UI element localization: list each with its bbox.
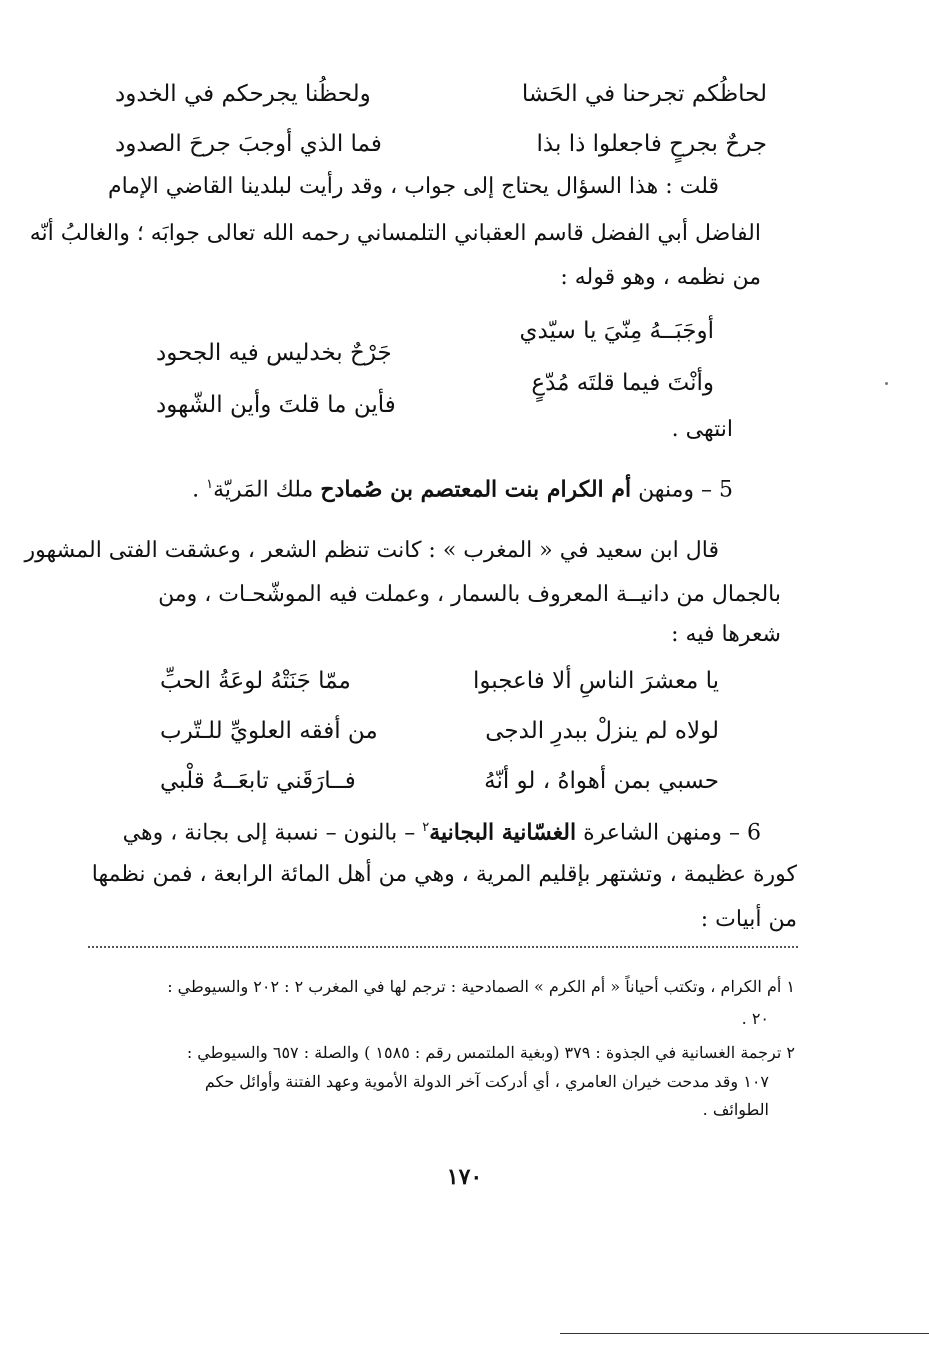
paragraph-1-line-1: قلت : هذا السؤال يحتاج إلى جواب ، وقد رأيت لبلدينا القاضي الإمام bbox=[107, 174, 719, 199]
section-5-intro: ومنهن bbox=[638, 477, 694, 503]
section-5-heading bbox=[192, 465, 733, 510]
poem-3-line-1-left: ممّا جَنَتْهُ لوعَةُ الحبِّ bbox=[160, 668, 351, 694]
section-6-footnote-ref: ٢ bbox=[422, 820, 430, 835]
paragraph-2-line-3: شعرها فيه : bbox=[671, 622, 781, 647]
poem-2-line-2-left: فأين ما قلتَ وأين الشّهود bbox=[156, 392, 396, 418]
section-6-name: الغسّانية البجانية bbox=[429, 819, 577, 846]
footnote-2-line-3: الطوائف . bbox=[702, 1100, 769, 1119]
poem-2-line-1-left: جَرْحٌ بخدليس فيه الجحود bbox=[156, 340, 392, 366]
footnote-1-line-2: ٢٠ . bbox=[741, 1009, 769, 1028]
section-5-tail: ملك المَريّة bbox=[213, 477, 314, 503]
section-6-line-1 bbox=[123, 808, 761, 853]
poem-1-line-1-left: ولحظُنا يجرحكم في الخدود bbox=[115, 81, 371, 107]
poem-3-line-1-right: يا معشرَ الناسِ ألا فاعجبوا bbox=[473, 668, 719, 694]
scan-speck bbox=[885, 382, 888, 385]
paragraph-1-line-3: من نظمه ، وهو قوله : bbox=[560, 265, 761, 290]
poem-1-line-1-right: لحاظُكم تجرحنا في الحَشا bbox=[521, 81, 767, 107]
section-5-name: أم الكرام بنت المعتصم بن صُمادح bbox=[320, 476, 632, 503]
page-number: ١٧٠ bbox=[446, 1164, 483, 1190]
poem-3-line-2-left: من أفقه العلويِّ للـتّرب bbox=[160, 718, 378, 744]
section-6-line-3: من أبيات : bbox=[700, 907, 797, 932]
section-6-intro: ومنهن الشاعرة bbox=[583, 820, 722, 846]
poem-2-line-2-right: وأنْتَ فيما قلتَه مُدّعٍ bbox=[531, 370, 714, 396]
paragraph-2-line-1: قال ابن سعيد في « المغرب » : كانت تنظم الشعر ، وعشقت الفتى المشهور bbox=[24, 538, 719, 563]
paragraph-1-line-2: الفاضل أبي الفضل قاسم العقباني التلمساني رحمه الله تعالى جوابَه ؛ والغالبُ أنّه bbox=[29, 221, 761, 246]
footnote-1-line-1: ١ أم الكرام ، وتكتب أحياناً « أم الكرم » الصمادحية : ترجم لها في المغرب ٢ : ٢٠٢ والسيوطي : bbox=[167, 977, 795, 996]
footnote-separator bbox=[88, 946, 798, 948]
section-5-period: . bbox=[192, 477, 200, 503]
section-6-number: 6 – bbox=[729, 820, 761, 846]
poem-1-line-2-right: جرحٌ بجرحٍ فاجعلوا ذا بذا bbox=[536, 131, 767, 157]
section-5-footnote-ref: ١ bbox=[206, 477, 214, 492]
section-5-number: 5 – bbox=[701, 477, 733, 503]
poem-2-line-1-right: أوجَبَــهُ مِنّيَ يا سيّدي bbox=[519, 318, 714, 344]
poem-3-line-3-left: فــارَقَني تابعَــهُ قلْبي bbox=[160, 768, 356, 794]
footnote-2-line-1: ٢ ترجمة الغسانية في الجذوة : ٣٧٩ (وبغية الملتمس رقم : ١٥٨٥ ) والصلة : ٦٥٧ والسيوطي : bbox=[186, 1043, 795, 1062]
poem-1-line-2-left: فما الذي أوجبَ جرحَ الصدود bbox=[115, 131, 382, 157]
poem-3-line-3-right: حسبي بمن أهواهُ ، لو أنّهُ bbox=[484, 768, 719, 794]
poem-3-line-2-right: لولاه لم ينزلْ ببدرِ الدجى bbox=[485, 718, 719, 744]
paragraph-2-line-2: بالجمال من دانيــة المعروف بالسمار ، وعملت فيه الموشّحـات ، ومن bbox=[158, 582, 781, 607]
end-note: انتهى . bbox=[671, 417, 733, 442]
scan-edge-line bbox=[560, 1333, 929, 1334]
section-6-tail: – بالنون – نسبة إلى بجانة ، وهي bbox=[122, 820, 416, 846]
footnote-2-line-2: ١٠٧ وقد مدحت خيران العامري ، أي أدركت آخر الدولة الأموية وعهد الفتنة وأوائل حكم bbox=[204, 1072, 769, 1091]
section-6-line-2: كورة عظيمة ، وتشتهر بإقليم المرية ، وهي من أهل المائة الرابعة ، فمن نظمها bbox=[91, 862, 797, 887]
